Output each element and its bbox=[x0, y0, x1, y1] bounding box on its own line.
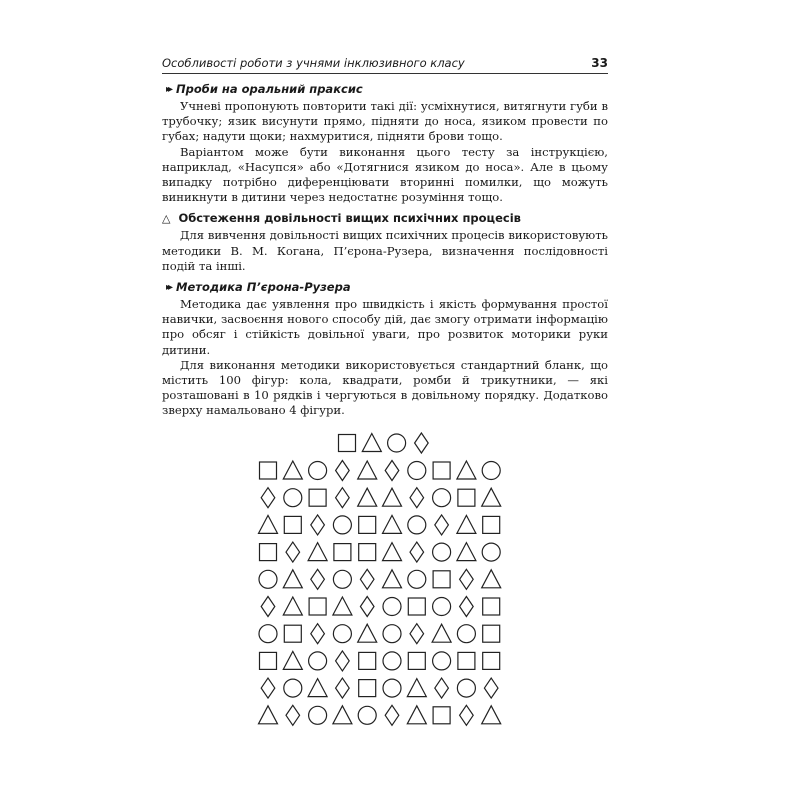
paragraph: Для вивчення довільності вищих психічних процесів використовують методики В. М. Когана, П’єрона-Рузера, визначення послідовності подій та інші. bbox=[162, 228, 608, 273]
legend-circle-shape bbox=[388, 434, 406, 452]
triangle-shape bbox=[308, 679, 327, 697]
triangle-shape bbox=[308, 543, 327, 561]
circle-shape bbox=[383, 598, 401, 616]
circle-shape bbox=[259, 625, 277, 643]
paragraph: Для виконання методики використовується стандартний бланк, що містить 100 фігур: кола, квадрати, ромби й трикутники, — які розташовані в 10 рядків і чергуються в довільному порядку. Додатково зверху намальовано 4 фігури. bbox=[162, 357, 608, 418]
paragraph: Методика дає уявлення про швидкість і якість формування простої навички, засвоєння нового способу дій, дає змогу отримати інформацію про обсяг і стійкість довільної уваги, про розвиток моторики руки дитини. bbox=[162, 297, 608, 357]
square-shape bbox=[483, 516, 500, 533]
triangle-shape bbox=[432, 624, 451, 642]
square-shape bbox=[433, 571, 450, 588]
triangle-shape bbox=[457, 461, 476, 479]
circle-shape bbox=[309, 462, 327, 480]
legend-triangle-shape bbox=[362, 434, 381, 452]
diamond-shape bbox=[460, 705, 474, 725]
square-shape bbox=[483, 598, 500, 615]
circle-shape bbox=[433, 652, 451, 670]
diamond-shape bbox=[286, 705, 300, 725]
circle-shape bbox=[333, 570, 351, 588]
triangle-shape bbox=[383, 543, 402, 561]
triangle-shape bbox=[259, 515, 278, 533]
diamond-shape bbox=[460, 569, 474, 589]
legend-diamond-shape bbox=[415, 433, 429, 453]
circle-shape bbox=[457, 625, 475, 643]
square-shape bbox=[483, 625, 500, 642]
triangle-shape bbox=[457, 515, 476, 533]
triangle-shape bbox=[259, 706, 278, 724]
circle-shape bbox=[408, 516, 426, 534]
triangle-shape bbox=[383, 515, 402, 533]
diamond-shape bbox=[435, 678, 449, 698]
square-shape bbox=[309, 489, 326, 506]
paragraph: Варіантом може бути виконання цього тесту за інструкцією, наприклад, «Насупся» або «Дотягнися язиком до носа». Але в цьому випадку потрібно диференціювати вторинні помилки, що можуть виникнути в дитини через недостатнє розуміння тощо. bbox=[162, 144, 608, 205]
diamond-shape bbox=[484, 678, 498, 698]
diamond-shape bbox=[311, 624, 325, 644]
diamond-shape bbox=[311, 569, 325, 589]
diamond-shape bbox=[360, 597, 374, 617]
triangle-shape bbox=[283, 570, 302, 588]
triangle-shape bbox=[383, 488, 402, 506]
diamond-shape bbox=[460, 597, 474, 617]
diamond-shape bbox=[410, 488, 424, 508]
circle-shape bbox=[284, 679, 302, 697]
triangle-shape bbox=[283, 651, 302, 669]
square-shape bbox=[359, 680, 376, 697]
triangle-shape bbox=[358, 488, 377, 506]
square-shape bbox=[433, 462, 450, 479]
triangle-shape bbox=[333, 706, 352, 724]
diamond-shape bbox=[261, 678, 275, 698]
diamond-shape bbox=[410, 624, 424, 644]
circle-shape bbox=[383, 679, 401, 697]
diamond-shape bbox=[311, 515, 325, 535]
square-shape bbox=[309, 598, 326, 615]
circle-shape bbox=[433, 543, 451, 561]
triangle-shape bbox=[283, 597, 302, 615]
square-shape bbox=[359, 652, 376, 669]
heading-text: Методика П’єрона-Рузера bbox=[176, 280, 351, 295]
triangle-outline-icon: △ bbox=[162, 211, 171, 225]
circle-shape bbox=[408, 570, 426, 588]
triangle-shape bbox=[407, 679, 426, 697]
diamond-shape bbox=[385, 461, 399, 481]
circle-shape bbox=[383, 625, 401, 643]
triangle-shape bbox=[358, 461, 377, 479]
circle-shape bbox=[433, 598, 451, 616]
circle-shape bbox=[358, 706, 376, 724]
circle-shape bbox=[333, 625, 351, 643]
triangle-shape bbox=[457, 543, 476, 561]
circle-shape bbox=[482, 543, 500, 561]
heading-text: Обстеження довільності вищих психічних процесів bbox=[178, 211, 521, 226]
triangle-shape bbox=[283, 461, 302, 479]
square-shape bbox=[260, 462, 277, 479]
square-shape bbox=[433, 707, 450, 724]
legend-square-shape bbox=[339, 435, 356, 452]
circle-shape bbox=[482, 462, 500, 480]
circle-shape bbox=[408, 462, 426, 480]
page-number: 33 bbox=[591, 56, 608, 70]
triangle-shape bbox=[383, 570, 402, 588]
triangle-shape bbox=[407, 706, 426, 724]
square-shape bbox=[284, 625, 301, 642]
circle-shape bbox=[433, 489, 451, 507]
square-shape bbox=[408, 598, 425, 615]
square-shape bbox=[483, 652, 500, 669]
circle-shape bbox=[457, 679, 475, 697]
diamond-shape bbox=[435, 515, 449, 535]
paragraph: Учневі пропонують повторити такі дії: усміхнутися, витягнути губи в трубочку; язик висунути прямо, підняти до носа, язиком провести по губах; надути щоки; нахмуритися, підняти брови тощо. bbox=[162, 99, 608, 144]
square-shape bbox=[458, 489, 475, 506]
square-shape bbox=[334, 544, 351, 561]
diamond-shape bbox=[286, 542, 300, 562]
square-shape bbox=[260, 544, 277, 561]
triangle-shape bbox=[482, 706, 501, 724]
triangle-shape bbox=[482, 488, 501, 506]
circle-shape bbox=[259, 570, 277, 588]
square-shape bbox=[458, 652, 475, 669]
diamond-shape bbox=[261, 488, 275, 508]
circle-shape bbox=[333, 516, 351, 534]
diamond-shape bbox=[336, 651, 350, 671]
double-arrow-icon: ▸▸ bbox=[166, 281, 171, 293]
triangle-shape bbox=[358, 624, 377, 642]
diamond-shape bbox=[385, 705, 399, 725]
circle-shape bbox=[309, 652, 327, 670]
triangle-shape bbox=[482, 570, 501, 588]
triangle-shape bbox=[333, 597, 352, 615]
double-arrow-icon: ▸▸ bbox=[166, 83, 171, 95]
diamond-shape bbox=[261, 597, 275, 617]
diamond-shape bbox=[360, 569, 374, 589]
heading-text: Проби на оральний праксис bbox=[176, 82, 363, 96]
circle-shape bbox=[284, 489, 302, 507]
square-shape bbox=[260, 652, 277, 669]
running-title: Особливості роботи з учнями інклюзивного класу bbox=[162, 56, 465, 70]
diamond-shape bbox=[410, 542, 424, 562]
circle-shape bbox=[383, 652, 401, 670]
diamond-shape bbox=[336, 461, 350, 481]
square-shape bbox=[359, 516, 376, 533]
diamond-shape bbox=[336, 488, 350, 508]
square-shape bbox=[408, 652, 425, 669]
square-shape bbox=[284, 516, 301, 533]
circle-shape bbox=[309, 706, 327, 724]
diamond-shape bbox=[336, 678, 350, 698]
square-shape bbox=[359, 544, 376, 561]
